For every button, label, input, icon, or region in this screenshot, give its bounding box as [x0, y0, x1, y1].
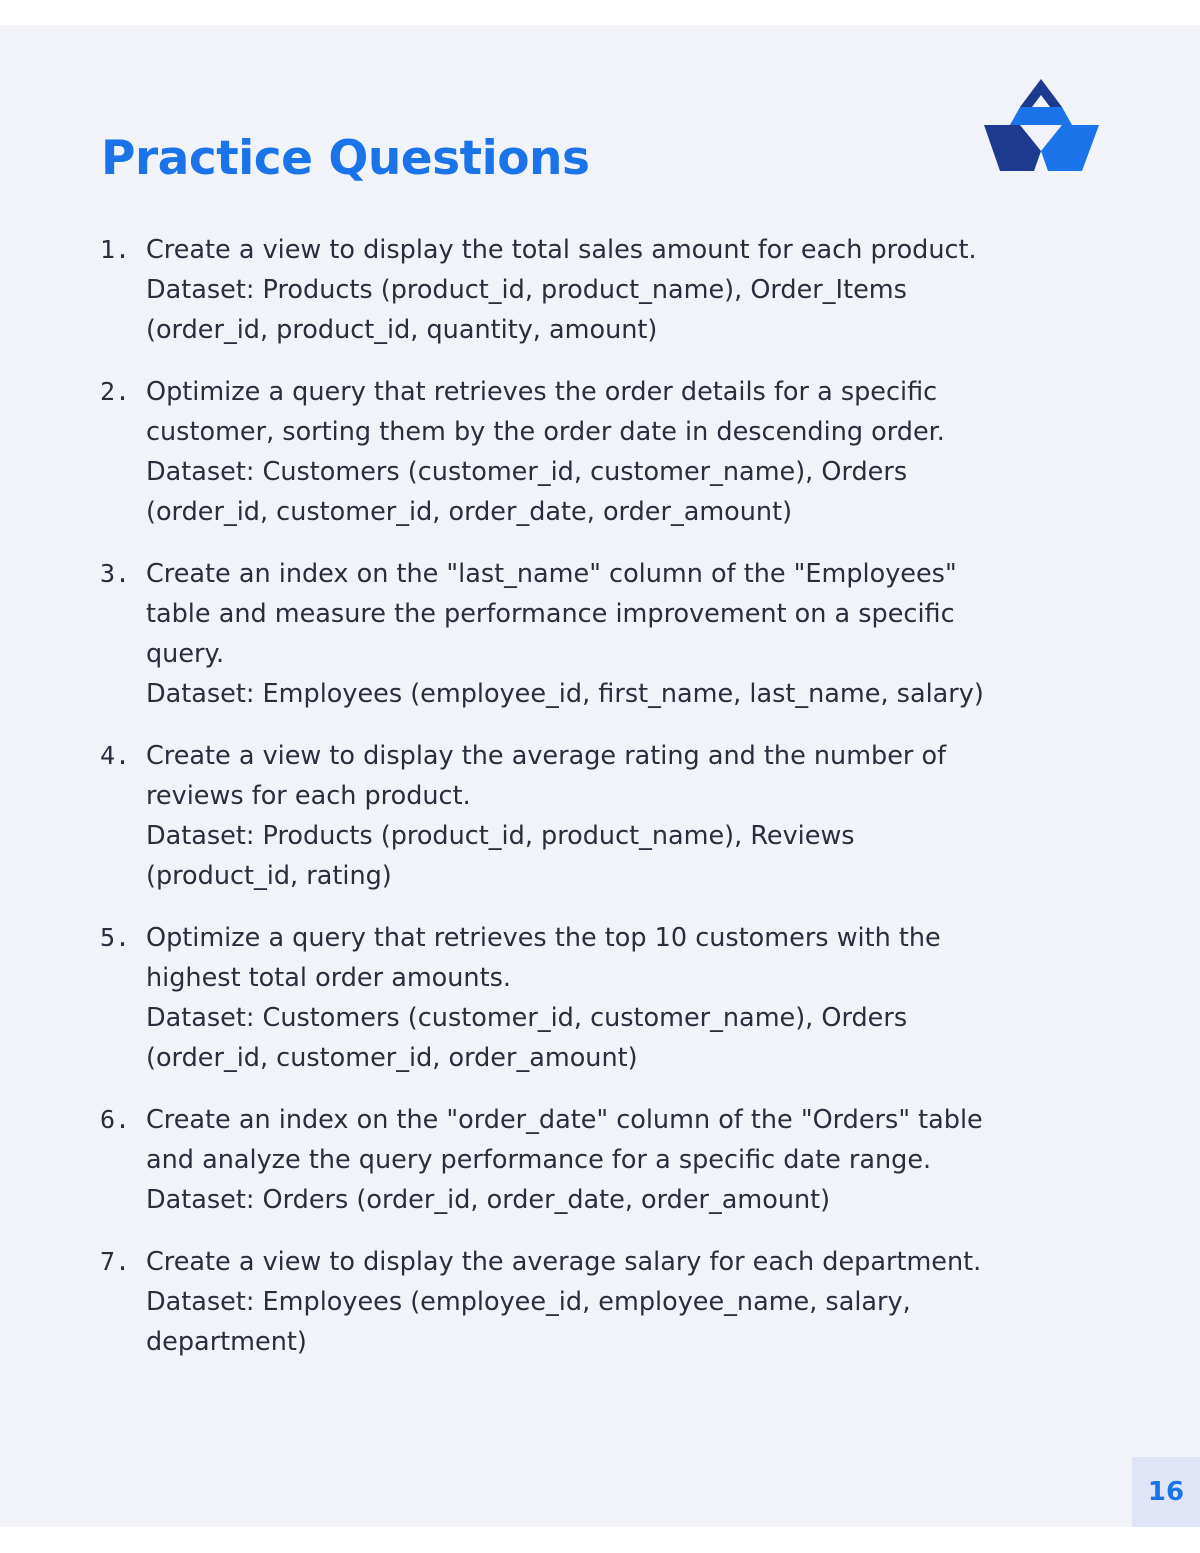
question-task: Optimize a query that retrieves the top 10 customers with the [146, 923, 941, 953]
list-item-question-1 [100, 230, 1110, 350]
question-task: Optimize a query that retrieves the order details for a specific [146, 377, 938, 407]
question-dataset-continued: department) [146, 1327, 307, 1357]
question-dataset: Dataset: Products (product_id, product_name), Reviews [146, 821, 855, 851]
page-number: 16 [1147, 1477, 1185, 1507]
question-task: Create an index on the "last_name" column of the "Employees" [146, 559, 957, 589]
question-dataset-continued: (order_id, customer_id, order_date, order_amount) [146, 497, 793, 527]
question-task: Create a view to display the total sales amount for each product. [146, 235, 977, 265]
question-task-continued: and analyze the query performance for a specific date range. [146, 1145, 932, 1175]
list-item-question-5 [100, 918, 1110, 1078]
page-number-badge [1132, 1457, 1200, 1527]
question-number: 3. [100, 559, 131, 588]
list-item-question-3 [100, 554, 1110, 714]
question-task-continued: table and measure the performance improvement on a specific [146, 599, 955, 629]
question-number: 2. [100, 377, 131, 406]
question-dataset: Dataset: Customers (customer_id, customer_name), Orders [146, 1003, 908, 1033]
list-item-question-6 [100, 1100, 1110, 1220]
question-dataset: Dataset: Products (product_id, product_name), Order_Items [146, 275, 907, 305]
document-page [0, 25, 1200, 1527]
question-task: Create a view to display the average rating and the number of [146, 741, 947, 771]
list-item-question-4 [100, 736, 1110, 896]
list-item-question-2 [100, 372, 1110, 532]
question-task: Create an index on the "order_date" column of the "Orders" table [146, 1105, 983, 1135]
question-number: 5. [100, 923, 131, 952]
question-dataset: Dataset: Employees (employee_id, first_name, last_name, salary) [146, 679, 984, 709]
question-task-continued: customer, sorting them by the order date in descending order. [146, 417, 945, 447]
page-title: Practice Questions [101, 131, 590, 186]
question-number: 6. [100, 1105, 131, 1134]
question-dataset: Dataset: Customers (customer_id, customer_name), Orders [146, 457, 908, 487]
question-dataset: Dataset: Orders (order_id, order_date, order_amount) [146, 1185, 831, 1215]
question-number: 7. [100, 1247, 131, 1276]
practice-questions-list [100, 230, 1110, 1384]
question-task-continued: query. [146, 639, 225, 669]
question-task-continued: highest total order amounts. [146, 963, 511, 993]
question-dataset-continued: (order_id, customer_id, order_amount) [146, 1043, 638, 1073]
question-task: Create a view to display the average salary for each department. [146, 1247, 982, 1277]
question-number: 1. [100, 235, 131, 264]
star-triangle-logo-icon [980, 78, 1102, 174]
question-dataset: Dataset: Employees (employee_id, employee_name, salary, [146, 1287, 911, 1317]
question-dataset-continued: (order_id, product_id, quantity, amount) [146, 315, 658, 345]
list-item-question-7 [100, 1242, 1110, 1362]
question-number: 4. [100, 741, 131, 770]
question-task-continued: reviews for each product. [146, 781, 471, 811]
question-dataset-continued: (product_id, rating) [146, 861, 392, 891]
